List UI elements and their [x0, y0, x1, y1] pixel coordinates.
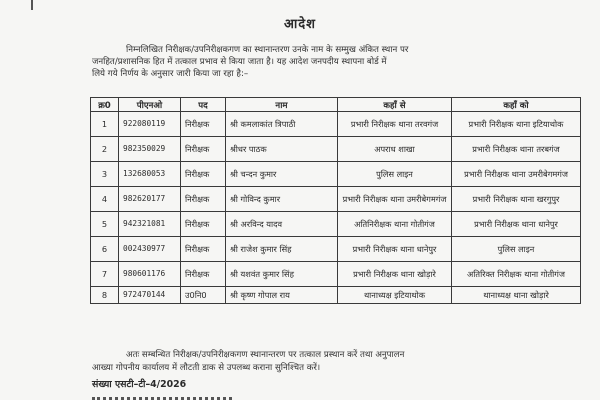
cell-to: प्रभारी निरीक्षक थाना उमरीबेगमगंज: [452, 162, 581, 187]
header-pno: पीएनओ: [119, 98, 181, 112]
cell-name: श्री गोविन्द कुमार: [226, 187, 338, 212]
cell-designation: उ0नि0: [181, 287, 226, 304]
intro-paragraph-line-2: जनहित/प्रशासनिक हित में तत्काल प्रभाव से किया जाता है। यह आदेश जनपदीय स्थापना बोर्ड में: [92, 57, 387, 67]
cut-off-text-line: [92, 394, 242, 400]
cell-to: पुलिस लाइन: [452, 237, 581, 262]
table-row: [91, 187, 581, 212]
reference-number: संख्या एसटी–टी–4/2026: [92, 379, 187, 390]
table-header-row: [91, 98, 581, 112]
cell-designation: निरीक्षक: [181, 212, 226, 237]
margin-pen-mark: [31, 0, 33, 10]
cell-serial-no: 6: [91, 237, 119, 262]
cell-serial-no: 4: [91, 187, 119, 212]
cell-name: श्री राजेश कुमार सिंह: [226, 237, 338, 262]
closing-paragraph-line-1: अतः सम्बन्धित निरीक्षक/उपनिरीक्षकगण स्थानान्तरण पर तत्काल प्रस्थान करें तथा अनुपालन: [126, 350, 405, 360]
cell-to: प्रभारी निरीक्षक थाना खरगुपुर: [452, 187, 581, 212]
table-row: [91, 212, 581, 237]
cell-name: श्री यशवंत कुमार सिंह: [226, 262, 338, 287]
header-serial-no: क्र0: [91, 98, 119, 112]
intro-paragraph-line-1: निम्नलिखित निरीक्षक/उपनिरीक्षकगण का स्थानान्तरण उनके नाम के सम्मुख अंकित स्थान पर: [126, 45, 409, 55]
cell-name: श्री चन्दन कुमार: [226, 162, 338, 187]
cell-from: प्रभारी निरीक्षक थाना तरवगंज: [338, 112, 452, 137]
cell-name: श्रीधर पाठक: [226, 137, 338, 162]
cell-serial-no: 3: [91, 162, 119, 187]
table-row: [91, 262, 581, 287]
closing-paragraph-line-2: आख्या गोपनीय कार्यालय में लौटती डाक से उपलब्ध कराना सुनिश्चित करें।: [92, 363, 321, 373]
cell-serial-no: 7: [91, 262, 119, 287]
cell-to: प्रभारी निरीक्षक थाना इटियाथोक: [452, 112, 581, 137]
header-to: कहाँ को: [452, 98, 581, 112]
cell-name: श्री कमलाकांत त्रिपाठी: [226, 112, 338, 137]
transfer-table: [90, 97, 581, 304]
cell-designation: निरीक्षक: [181, 237, 226, 262]
header-name: नाम: [226, 98, 338, 112]
cell-designation: निरीक्षक: [181, 262, 226, 287]
cell-to: प्रभारी निरीक्षक थाना धानेपुर: [452, 212, 581, 237]
cell-from: अतिनिरीक्षक थाना गोतीगंज: [338, 212, 452, 237]
cell-from: प्रभारी निरीक्षक थाना खोड़ारे: [338, 262, 452, 287]
table-row: [91, 237, 581, 262]
cell-pno: 980601176: [119, 262, 181, 287]
cell-serial-no: 1: [91, 112, 119, 137]
cell-pno: 922080119: [119, 112, 181, 137]
cell-serial-no: 8: [91, 287, 119, 304]
cell-to: प्रभारी निरीक्षक थाना तरबगंज: [452, 137, 581, 162]
header-designation: पद: [181, 98, 226, 112]
order-heading: आदेश: [283, 17, 317, 32]
cell-designation: निरीक्षक: [181, 112, 226, 137]
cell-designation: निरीक्षक: [181, 162, 226, 187]
table-row: [91, 287, 581, 304]
table-row: [91, 112, 581, 137]
cell-to: थानाध्यक्ष थाना खोड़ारे: [452, 287, 581, 304]
cell-pno: 942321081: [119, 212, 181, 237]
intro-paragraph-line-3: लिये गये निर्णय के अनुसार जारी किया जा रहा है:–: [92, 69, 249, 79]
cell-pno: 982620177: [119, 187, 181, 212]
cell-from: प्रभारी निरीक्षक थाना धानेपुर: [338, 237, 452, 262]
cell-from: पुलिस लाइन: [338, 162, 452, 187]
table-row: [91, 162, 581, 187]
cell-pno: 982350029: [119, 137, 181, 162]
cell-from: अपराध शाखा: [338, 137, 452, 162]
cell-serial-no: 2: [91, 137, 119, 162]
cell-designation: निरीक्षक: [181, 137, 226, 162]
cell-from: प्रभारी निरीक्षक थाना उमरीबेगमगंज: [338, 187, 452, 212]
table-row: [91, 137, 581, 162]
cell-pno: 972470144: [119, 287, 181, 304]
cell-designation: निरीक्षक: [181, 187, 226, 212]
cell-pno: 002430977: [119, 237, 181, 262]
cell-from: थानाध्यक्ष इटियाथोक: [338, 287, 452, 304]
header-from: कहाँ से: [338, 98, 452, 112]
cell-name: श्री कृष्ण गोपाल राय: [226, 287, 338, 304]
cell-pno: 132680053: [119, 162, 181, 187]
cell-name: श्री अरविन्द यादव: [226, 212, 338, 237]
cell-to: अतिरिक्त निरीक्षक थाना गोतीगंज: [452, 262, 581, 287]
cell-serial-no: 5: [91, 212, 119, 237]
